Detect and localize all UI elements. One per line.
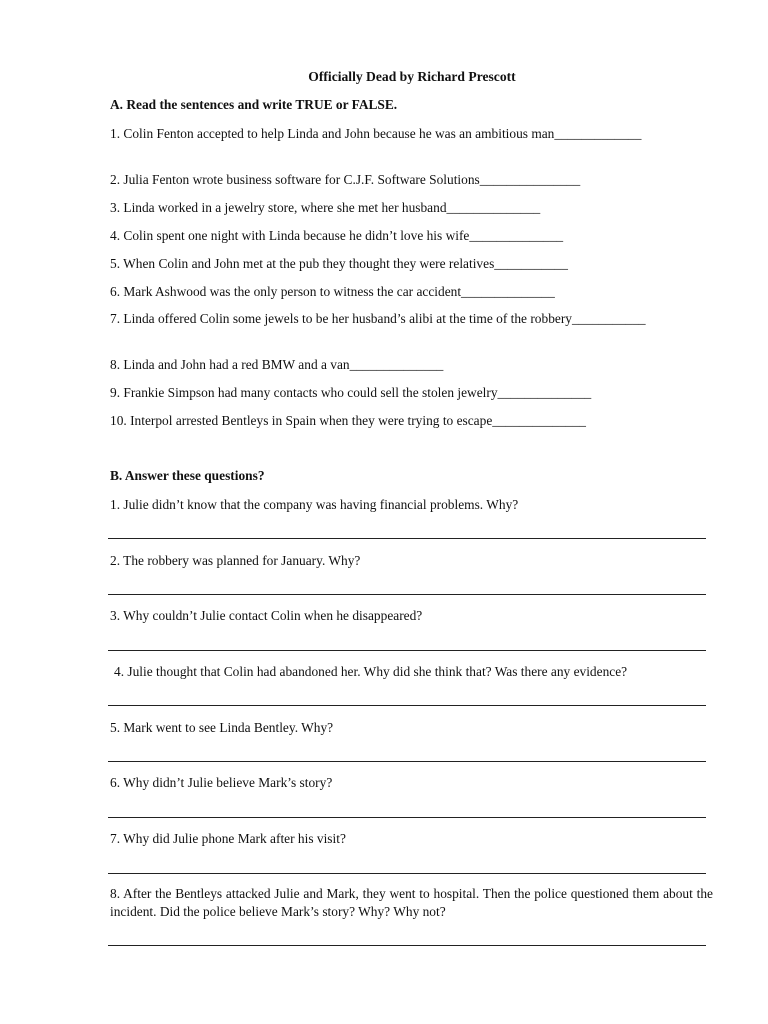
answer-line-6[interactable] xyxy=(108,817,706,818)
section-a-heading: A. Read the sentences and write TRUE or FALSE. xyxy=(110,97,398,112)
question-3: 3. Why couldn’t Julie contact Colin when he disappeared? xyxy=(110,608,423,623)
true-false-item-1: 1. Colin Fenton accepted to help Linda and John because he was an ambitious man_____________ xyxy=(110,126,642,141)
question-1: 1. Julie didn’t know that the company was having financial problems. Why? xyxy=(110,497,519,512)
true-false-item-10: 10. Interpol arrested Bentleys in Spain when they were trying to escape______________ xyxy=(110,413,586,428)
true-false-item-8: 8. Linda and John had a red BMW and a van______________ xyxy=(110,357,444,372)
answer-line-1[interactable] xyxy=(108,538,706,539)
answer-line-8[interactable] xyxy=(108,945,706,946)
question-8: 8. After the Bentleys attacked Julie and Mark, they went to hospital. Then the police questioned them about the incident. Did the police believe Mark’s story? Why? Why not? xyxy=(110,886,713,919)
question-5: 5. Mark went to see Linda Bentley. Why? xyxy=(110,720,334,735)
true-false-item-7: 7. Linda offered Colin some jewels to be her husband’s alibi at the time of the robbery___________ xyxy=(110,311,646,326)
section-b-heading: B. Answer these questions? xyxy=(110,468,265,483)
question-4: 4. Julie thought that Colin had abandoned her. Why did she think that? Was there any evidence? xyxy=(114,664,628,679)
question-2: 2. The robbery was planned for January. Why? xyxy=(110,553,361,568)
question-7: 7. Why did Julie phone Mark after his visit? xyxy=(110,831,346,846)
answer-line-7[interactable] xyxy=(108,873,706,874)
true-false-item-3: 3. Linda worked in a jewelry store, where she met her husband______________ xyxy=(110,200,541,215)
true-false-item-9: 9. Frankie Simpson had many contacts who could sell the stolen jewelry______________ xyxy=(110,385,592,400)
true-false-item-6: 6. Mark Ashwood was the only person to witness the car accident______________ xyxy=(110,284,555,299)
answer-line-3[interactable] xyxy=(108,650,706,651)
true-false-item-2: 2. Julia Fenton wrote business software for C.J.F. Software Solutions_______________ xyxy=(110,172,581,187)
true-false-item-5: 5. When Colin and John met at the pub they thought they were relatives___________ xyxy=(110,256,568,271)
answer-line-5[interactable] xyxy=(108,761,706,762)
document-title: Officially Dead by Richard Prescott xyxy=(308,69,516,84)
answer-line-2[interactable] xyxy=(108,594,706,595)
question-6: 6. Why didn’t Julie believe Mark’s story? xyxy=(110,775,333,790)
true-false-item-4: 4. Colin spent one night with Linda because he didn’t love his wife______________ xyxy=(110,228,564,243)
answer-line-4[interactable] xyxy=(108,705,706,706)
